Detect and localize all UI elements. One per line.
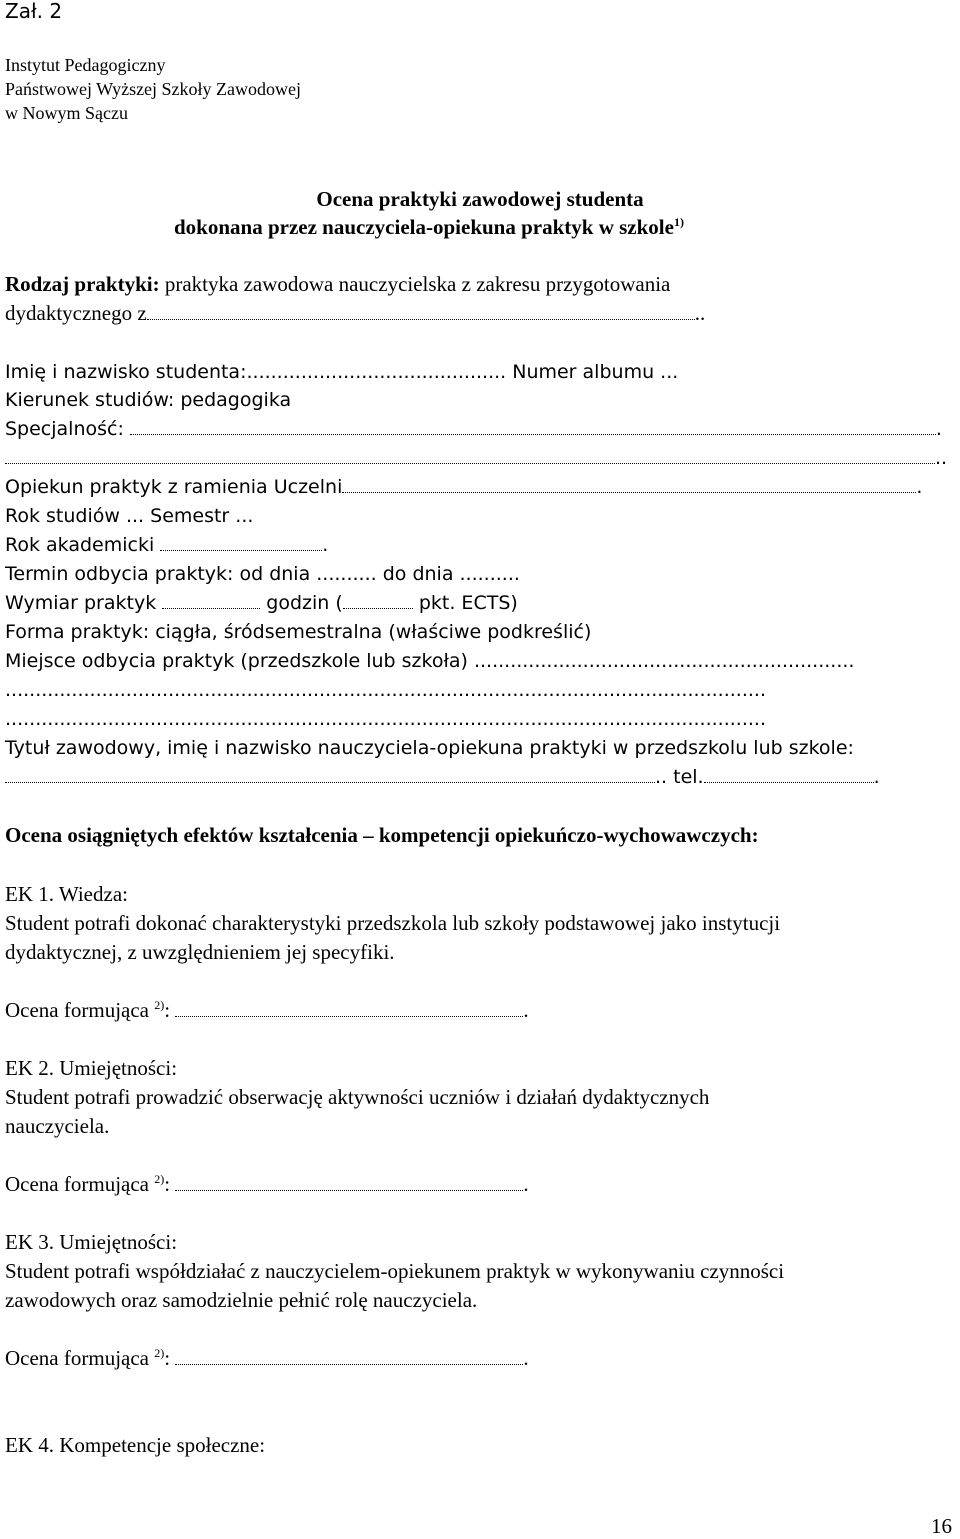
hours-label: Wymiar praktyk [5,592,157,614]
fill-line [175,1363,523,1365]
outcome-description-line-1: Student potrafi prowadzić obserwację aktywności uczniów i działań dydaktycznych [5,1085,710,1109]
term-from-label: Termin odbycia praktyk: od dnia [5,563,311,585]
direction-row: Kierunek studiów: pedagogika [5,389,292,411]
fill-line [130,433,936,435]
outcome-description-line-1: Student potrafi współdziałać z nauczycielem-opiekunem praktyk w wykonywaniu czynności [5,1259,785,1283]
attachment-label: Zał. 2 [5,0,63,23]
formative-colon: : [164,1172,171,1196]
document-title-line-1: Ocena praktyki zawodowej studenta [316,187,644,211]
outcome-label: EK 3. Umiejętności: [5,1230,178,1254]
formative-label: Ocena formująca [5,1172,149,1196]
fill-end: . [523,998,529,1022]
outcome-description-line-2: nauczyciela. [5,1114,110,1138]
teacher-fill-row [5,766,880,788]
student-name-dots: ........................................... [246,361,507,383]
semester-dots: ... [235,505,254,527]
fill-line [162,607,260,609]
place-cont-row-2: .............................................................................................................................. [5,708,766,730]
fill-line [147,318,695,320]
document-title-line-2 [174,215,684,240]
practice-type-line-1 [5,272,670,297]
institute-line-2: Państwowej Wyższej Szkoły Zawodowej [5,79,302,99]
outcome-label: EK 2. Umiejętności: [5,1056,178,1080]
specialty-label: Specjalność: [5,418,124,440]
fill-end: .. [694,301,706,325]
fill-line [704,781,874,783]
form-row: Forma praktyk: ciągła, śródsemestralna (właściwe podkreślić) [5,621,592,643]
year-label: Rok studiów [5,505,120,527]
term-to-dots: .......... [459,563,520,585]
hours-unit: godzin ( [266,592,343,614]
fill-end: . [523,1346,529,1370]
outcome-description-line-2: dydaktycznej, z uwzględnieniem jej specyfiki. [5,940,395,964]
fill-end: .. [935,447,948,469]
fill-end: . [916,476,923,498]
fill-end: . [873,766,880,788]
specialty-cont-row [5,447,947,469]
formative-colon: : [164,998,171,1022]
institute-line-3: w Nowym Sączu [5,103,128,123]
fill-line [5,781,655,783]
practice-type-line-2 [5,301,705,326]
teacher-row: Tytuł zawodowy, imię i nazwisko nauczyciela-opiekuna praktyki w przedszkolu lub szkole: [5,737,854,759]
formative-colon: : [164,1346,171,1370]
practice-type-text: praktyka zawodowa nauczycielska z zakresu przygotowania [164,272,671,296]
academic-year-label: Rok akademicki [5,534,155,556]
footnote-marker: 2) [154,998,165,1012]
student-name-label: Imię i nazwisko studenta: [5,361,247,383]
fill-line [175,1015,523,1017]
album-label: Numer albumu [512,361,655,383]
term-from-dots: .......... [316,563,377,585]
fill-line [342,491,916,493]
fill-end: . [935,418,942,440]
outcome-description-line-1: Student potrafi dokonać charakterystyki przedszkola lub szkoły podstawowej jako instytucji [5,911,781,935]
title-text: dokonana przez nauczyciela-opiekuna praktyk w szkole [174,215,674,239]
outcome-description-line-2: zawodowych oraz samodzielnie pełnić rolę nauczyciela. [5,1288,478,1312]
formative-label: Ocena formująca [5,1346,149,1370]
formative-assessment-row [5,1172,529,1197]
tel-label: tel. [673,766,704,788]
term-to-label: do dnia [382,563,454,585]
year-dots: ... [125,505,145,527]
formative-label: Ocena formująca [5,998,149,1022]
tutor-row [5,476,922,498]
year-row [5,505,253,527]
place-label: Miejsce odbycia praktyk (przedszkole lub szkoła) [5,650,468,672]
institute-line-1: Instytut Pedagogiczny [5,55,166,75]
place-row [5,650,854,672]
hours-row [5,592,518,614]
footnote-marker: 2) [154,1346,165,1360]
formative-assessment-row [5,998,529,1023]
academic-year-row [5,534,328,556]
specialty-row [5,418,942,440]
tutor-label: Opiekun praktyk z ramienia Uczelni [5,476,343,498]
semester-label: Semestr [150,505,230,527]
footnote-marker: 1) [673,215,684,229]
term-row [5,563,520,585]
outcome-label: EK 1. Wiedza: [5,882,128,906]
ects-label: pkt. ECTS) [418,592,518,614]
formative-assessment-row [5,1346,529,1371]
album-dots: ... [660,361,679,383]
student-name-row [5,361,678,383]
fill-end: .. [655,766,668,788]
page-number: 16 [931,1514,952,1538]
evaluation-heading: Ocena osiągniętych efektów kształcenia – kompetencji opiekuńczo-wychowawczych: [5,823,759,847]
outcome-label: EK 4. Kompetencje społeczne: [5,1433,266,1457]
place-cont-row-1: .............................................................................................................................. [5,679,766,701]
fill-line [160,549,322,551]
fill-line [343,607,413,609]
fill-end: . [523,1172,529,1196]
place-dots: ............................................................... [473,650,855,672]
footnote-marker: 2) [154,1172,165,1186]
fill-line [5,462,935,464]
practice-type-cont: dydaktycznego z [5,301,147,325]
fill-end: . [322,534,329,556]
fill-line [175,1189,523,1191]
practice-type-label: Rodzaj praktyki: [5,272,160,296]
